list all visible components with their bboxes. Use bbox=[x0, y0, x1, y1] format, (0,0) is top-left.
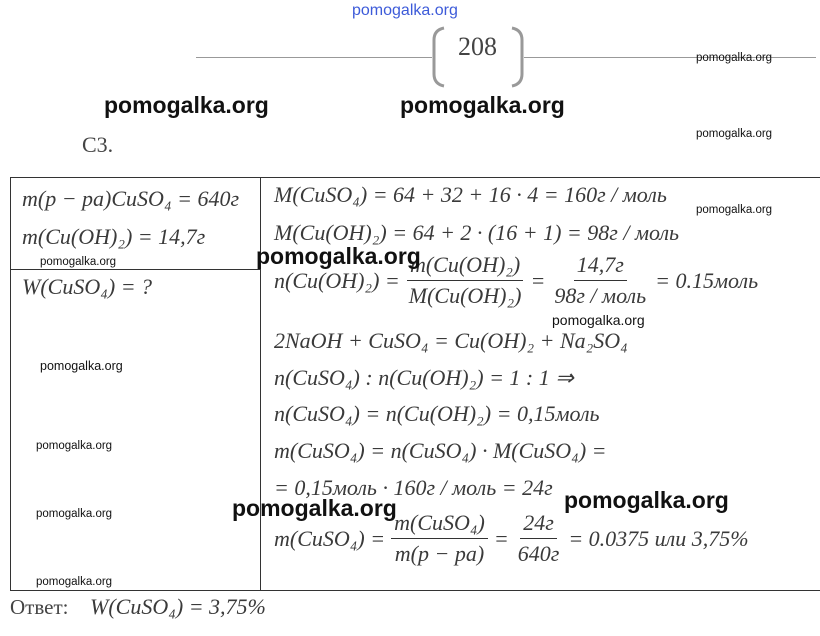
l9-fraction bbox=[391, 510, 488, 567]
watermark: pomogalka.org bbox=[36, 508, 113, 520]
header-rule-right bbox=[524, 57, 816, 58]
solution-line-8: = 0,15моль · 160г / моль = 24г bbox=[274, 475, 553, 500]
l3-lhs: n(Cu(OH)₂) = bbox=[274, 267, 400, 293]
answer-value: W(CuSO₄) = 3,75% bbox=[90, 594, 266, 619]
solution-line-6: n(CuSO₄) = n(Cu(OH)₂) = 0,15моль bbox=[274, 401, 600, 426]
watermark: pomogalka.org bbox=[256, 243, 421, 269]
solution-line-2: M(Cu(OH)₂) = 64 + 2 · (16 + 1) = 98г / моль bbox=[274, 220, 680, 245]
watermark: pomogalka.org bbox=[40, 359, 123, 373]
watermark: pomogalka.org bbox=[696, 52, 773, 64]
solution-line-7: m(CuSO₄) = n(CuSO₄) · M(CuSO₄) = bbox=[274, 438, 607, 463]
l9-numerator: m(CuSO₄) bbox=[391, 510, 488, 539]
watermark: pomogalka.org bbox=[104, 92, 269, 118]
watermark: pomogalka.org bbox=[696, 204, 773, 216]
l9-result: = 0.0375 или 3,75% bbox=[568, 525, 749, 551]
l3-denominator: M(Cu(OH)₂) bbox=[408, 283, 522, 308]
watermark: pomogalka.org bbox=[696, 128, 773, 140]
l3-numerator-value: 14,7г bbox=[574, 252, 627, 281]
l9-numerator-value: 24г bbox=[520, 510, 557, 539]
l9-fraction-values bbox=[515, 510, 563, 567]
page-number: 208 bbox=[458, 32, 497, 61]
l9-lhs: m(CuSO₄) = bbox=[274, 525, 386, 551]
watermark: pomogalka.org bbox=[36, 440, 113, 452]
l9-denominator: m(p − pa) bbox=[394, 541, 485, 566]
solution-line-5: n(CuSO₄) : n(Cu(OH)₂) = 1 : 1 ⇒ bbox=[274, 365, 574, 390]
l9-equals: = bbox=[493, 525, 509, 551]
answer-label: Ответ: bbox=[10, 595, 69, 619]
watermark-top: pomogalka.org bbox=[352, 2, 458, 19]
l3-fraction bbox=[406, 252, 525, 309]
table-left-border bbox=[10, 177, 11, 590]
table-top-border bbox=[10, 177, 820, 178]
l3-denominator-value: 98г / моль bbox=[554, 283, 647, 308]
l3-result: = 0.15моль bbox=[655, 267, 759, 293]
find-mass-fraction: W(CuSO₄) = ? bbox=[22, 274, 153, 299]
l3-numerator: m(Cu(OH)₂) bbox=[407, 252, 523, 281]
header-rule-left bbox=[196, 57, 432, 58]
section-label: С3. bbox=[82, 132, 114, 157]
watermark: pomogalka.org bbox=[400, 92, 565, 118]
table-bottom-border bbox=[10, 590, 820, 591]
table-divider bbox=[260, 177, 261, 590]
watermark: pomogalka.org bbox=[40, 256, 117, 268]
given-find-separator bbox=[10, 269, 260, 270]
watermark: pomogalka.org bbox=[564, 487, 729, 513]
l9-denominator-value: 640г bbox=[517, 541, 560, 566]
watermark: pomogalka.org bbox=[36, 576, 113, 588]
l3-fraction-values bbox=[551, 252, 649, 309]
solution-line-1: M(CuSO₄) = 64 + 32 + 16 · 4 = 160г / моль bbox=[274, 182, 667, 207]
l3-equals: = bbox=[530, 267, 546, 293]
watermark: pomogalka.org bbox=[552, 312, 645, 328]
watermark: pomogalka.org bbox=[232, 495, 397, 521]
given-solution-mass: m(p − pa)CuSO₄ = 640г bbox=[22, 186, 240, 211]
solution-line-4: 2NaOH + CuSO₄ = Cu(OH)₂ + Na₂SO₄ bbox=[274, 328, 628, 353]
given-hydroxide-mass: m(Cu(OH)₂) = 14,7г bbox=[22, 224, 206, 249]
